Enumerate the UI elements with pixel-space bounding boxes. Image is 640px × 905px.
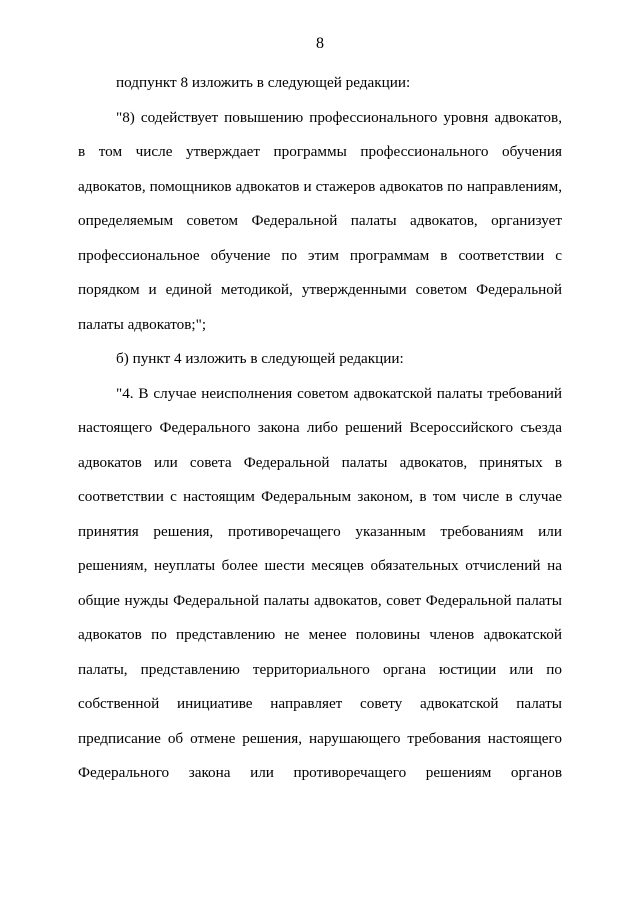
- text-line: определяемым советом Федеральной палаты адвокатов, организует: [78, 212, 562, 229]
- text-line: адвокатов или совета Федеральной палаты адвокатов, принятых в: [78, 453, 562, 471]
- text-line: порядком и единой методикой, утвержденными советом Федеральной: [78, 281, 562, 298]
- text-line: настоящего Федерального закона либо решений Всероссийского съезда: [78, 419, 562, 436]
- text-line: соответствии с настоящим Федеральным законом, в том числе в случае: [78, 488, 562, 505]
- text-line: подпункт 8 изложить в следующей редакции:: [116, 74, 411, 91]
- paragraph: [78, 377, 562, 791]
- text-line: палаты адвокатов;";: [78, 315, 207, 333]
- paragraph: [78, 342, 562, 377]
- paragraph: [78, 101, 562, 343]
- text-line: в том числе утверждает программы профессионального обучения: [78, 143, 562, 160]
- text-line: профессиональное обучение по этим программам в соответствии с: [78, 246, 562, 264]
- text-line: палаты, представлению территориального органа юстиции или по: [78, 660, 562, 678]
- text-line: адвокатов, помощников адвокатов и стажеров адвокатов по направлениям,: [78, 177, 562, 195]
- text-line: б) пункт 4 изложить в следующей редакции:: [116, 350, 404, 367]
- text-line: "8) содействует повышению профессионального уровня адвокатов,: [116, 108, 562, 126]
- text-line: решениям, неуплаты более шести месяцев обязательных отчислений на: [78, 557, 562, 574]
- text-line: предписание об отмене решения, нарушающего требования настоящего: [78, 729, 562, 747]
- text-line: "4. В случае неисполнения советом адвокатской палаты требований: [116, 384, 562, 402]
- text-line: Федерального закона или противоречащего решениям органов: [78, 764, 562, 781]
- page-number: 8: [316, 35, 324, 52]
- text-line: принятия решения, противоречащего указанным требованиям или: [78, 522, 562, 540]
- text-line: адвокатов по представлению не менее половины членов адвокатской: [78, 626, 562, 643]
- text-line: общие нужды Федеральной палаты адвокатов, совет Федеральной палаты: [78, 591, 562, 609]
- document-body: [78, 66, 562, 791]
- paragraph: [78, 66, 562, 101]
- text-line: собственной инициативе направляет совету адвокатской палаты: [78, 695, 562, 712]
